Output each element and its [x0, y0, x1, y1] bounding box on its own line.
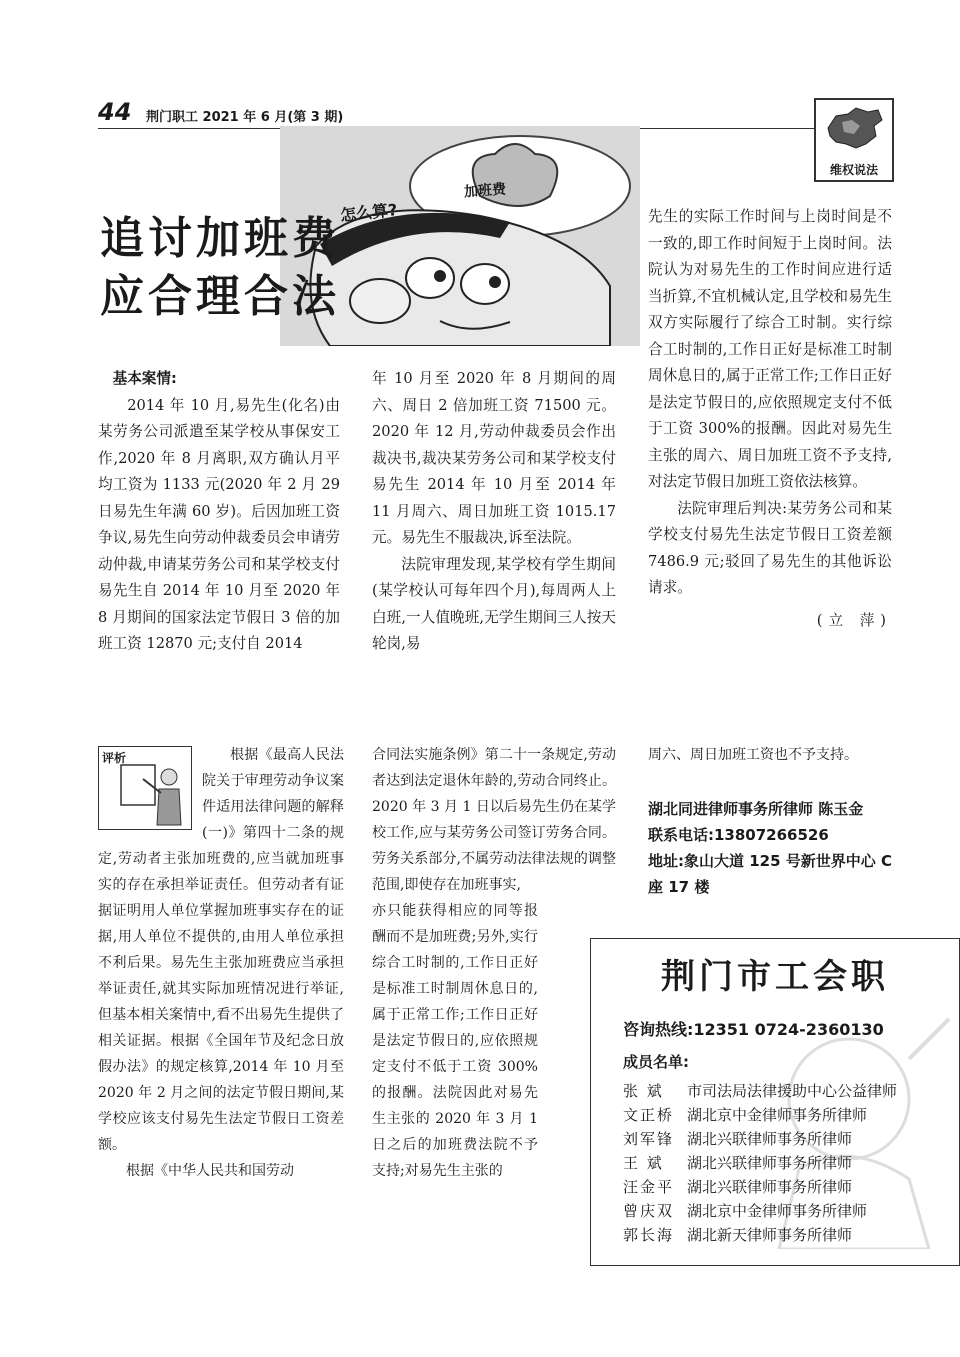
case-paragraph-3: 法院审理后判决:某劳务公司和某学校支付易先生法定节假日工资差额 7486.9 元;驳回了易先生的其他诉讼请求。	[648, 499, 892, 596]
member-row	[623, 1175, 953, 1199]
case-column-3	[648, 204, 892, 634]
member-row	[623, 1079, 953, 1103]
lawyer-info	[648, 796, 908, 900]
lecturer-icon	[119, 761, 189, 827]
member-name: 文正桥	[623, 1106, 675, 1124]
member-name: 汪金平	[623, 1178, 675, 1196]
member-name: 刘军锋	[623, 1130, 675, 1148]
member-name: 郭长海	[623, 1226, 675, 1244]
section-tag-label: 维权说法	[829, 163, 878, 177]
commentary-column-2	[372, 742, 616, 898]
title-line-1: 追讨加班费	[100, 213, 340, 264]
members-label: 成员名单:	[623, 1053, 689, 1071]
journal-info: 荆门职工 2021 年 6 月(第 3 期)	[146, 110, 344, 125]
member-name: 张 斌	[623, 1082, 664, 1100]
member-row	[623, 1151, 953, 1175]
commentary-label: 评析	[102, 751, 127, 765]
case-paragraph-2-cont: 先生的实际工作时间与上岗时间是不一致的,即工作时间短于上岗时间。法院认为对易先生的工作时间应进行适当折算,不宜机械认定,且学校和易先生双方实际履行了综合工时制。实行综合工时制的,工作日正好是标准工时制周休息日的,属于正常工作;工作日正好是法定节假日的,应依照规定支付不低于工资 300%的报酬。因此对易先生主张的周六、周日加班工资不予支持,对法定节假日加班工资依法核算。	[648, 208, 892, 490]
lawyer-name: 湖北同进律师事务所律师 陈玉金	[648, 800, 864, 818]
union-box	[590, 938, 960, 1266]
commentary-badge	[98, 746, 192, 830]
member-title: 湖北兴联律师事务所律师	[687, 1154, 853, 1172]
case-column-2	[372, 366, 616, 658]
member-title: 湖北京中金律师事务所律师	[687, 1202, 868, 1220]
commentary-paragraph-2-end: 周六、周日加班工资也不予支持。	[648, 747, 858, 763]
member-row	[623, 1199, 953, 1223]
member-name: 王 斌	[623, 1154, 664, 1172]
commentary-paragraph-2-start: 根据《中华人民共和国劳动	[126, 1163, 294, 1179]
member-name: 曾庆双	[623, 1202, 675, 1220]
union-title: 荆门市工会职	[661, 957, 889, 997]
commentary-paragraph-2-lower: 亦只能获得相应的同等报酬而不是加班费;另外,实行综合工时制的,工作日正好是标准工时制周休息日的,属于正常工作;工作日正好是法定节假日的,应依照规定支付不低于工资 300%的报酬。法院因此对易先生主张的 2020 年 3 月 1 日之后的加班费法院不予支持;对易先生主张的	[372, 903, 538, 1179]
member-row	[623, 1103, 953, 1127]
title-line-2: 应合理合法	[100, 271, 340, 322]
member-title: 市司法局法律援助中心公益律师	[687, 1082, 898, 1100]
case-paragraph-1: 2014 年 10 月,易先生(化名)由某劳务公司派遣至某学校从事保安工作,2020 年 8 月离职,双方确认月平均工资为 1133 元(2020 年 2 月 29 日易先生年满 60 岁)。后因加班工资争议,易先生向劳动仲裁委员会申请劳动仲裁,申请某劳务公司和某学校支付易先生自 2014 年 10 月至 2020 年 8 月期间的国家法定节假日 3 倍的加班工资 12870 元;支付自 2014	[98, 396, 340, 652]
lawyer-address: 地址:象山大道 125 号新世界中心 C 座 17 楼	[648, 852, 892, 896]
case-heading: 基本案情:	[112, 370, 177, 387]
member-title: 湖北新天律师事务所律师	[687, 1226, 853, 1244]
lawyer-phone: 联系电话:13807266526	[648, 826, 829, 844]
section-tag	[814, 98, 894, 182]
page-header	[98, 98, 878, 128]
page-number: 44	[98, 98, 132, 126]
china-map-icon	[822, 106, 884, 152]
commentary-column-2-lower	[372, 898, 538, 1184]
members-list	[623, 1079, 953, 1247]
member-row	[623, 1223, 953, 1247]
bag-label: 加班费	[463, 181, 507, 201]
member-title: 湖北兴联律师事务所律师	[687, 1178, 853, 1196]
member-title: 湖北京中金律师事务所律师	[687, 1106, 868, 1124]
article-title	[100, 210, 340, 326]
case-paragraph-2: 法院审理发现,某学校有学生期间(某学校认可每年四个月),每周两人上白班,一人值晚班,无学生期间三人按天轮岗,易	[372, 555, 616, 652]
author-byline: (立 萍)	[816, 611, 892, 629]
case-column-1	[98, 366, 340, 658]
commentary-column-3	[648, 742, 892, 768]
member-title: 湖北兴联律师事务所律师	[687, 1130, 853, 1148]
speech-bubble-text: 怎么算?	[339, 200, 399, 225]
member-row	[623, 1127, 953, 1151]
union-hotline: 咨询热线:12351 0724-2360130	[623, 1020, 884, 1039]
commentary-paragraph-1: 根据《最高人民法院关于审理劳动争议案件适用法律问题的解释(一)》第四十二条的规定,劳动者主张加班费的,应当就加班事实的存在承担举证责任。但劳动者有证据证明用人单位掌握加班事实存在的证据,用人单位不提供的,由用人单位承担不利后果。易先生主张加班费应当承担举证责任,就其实际加班情况进行举证,但基本相关案情中,看不出易先生提供了相关证据。根据《全国年节及纪念日放假办法》的规定核算,2014 年 10 月至 2020 年 2 月之间的法定节假日期间,某学校应该支付易先生法定节假日工资差额。	[98, 747, 344, 1153]
case-paragraph-1-cont: 年 10 月至 2020 年 8 月期间的周六、周日 2 倍加班工资 71500 元。2020 年 12 月,劳动仲裁委员会作出裁决书,裁决某劳务公司和某学校支付易先生 2014 年 10 月至 2014 年 11 月周六、周日加班工资 1015.17 元。易先生不服裁决,诉至法院。	[372, 370, 616, 546]
commentary-paragraph-2-cont: 合同法实施条例》第二十一条规定,劳动者达到法定退休年龄的,劳动合同终止。2020 年 3 月 1 日以后易先生仍在某学校工作,应与某劳务公司签订劳务合同。劳务关系部分,不属劳动法律法规的调整范围,即使存在加班事实,	[372, 747, 616, 893]
